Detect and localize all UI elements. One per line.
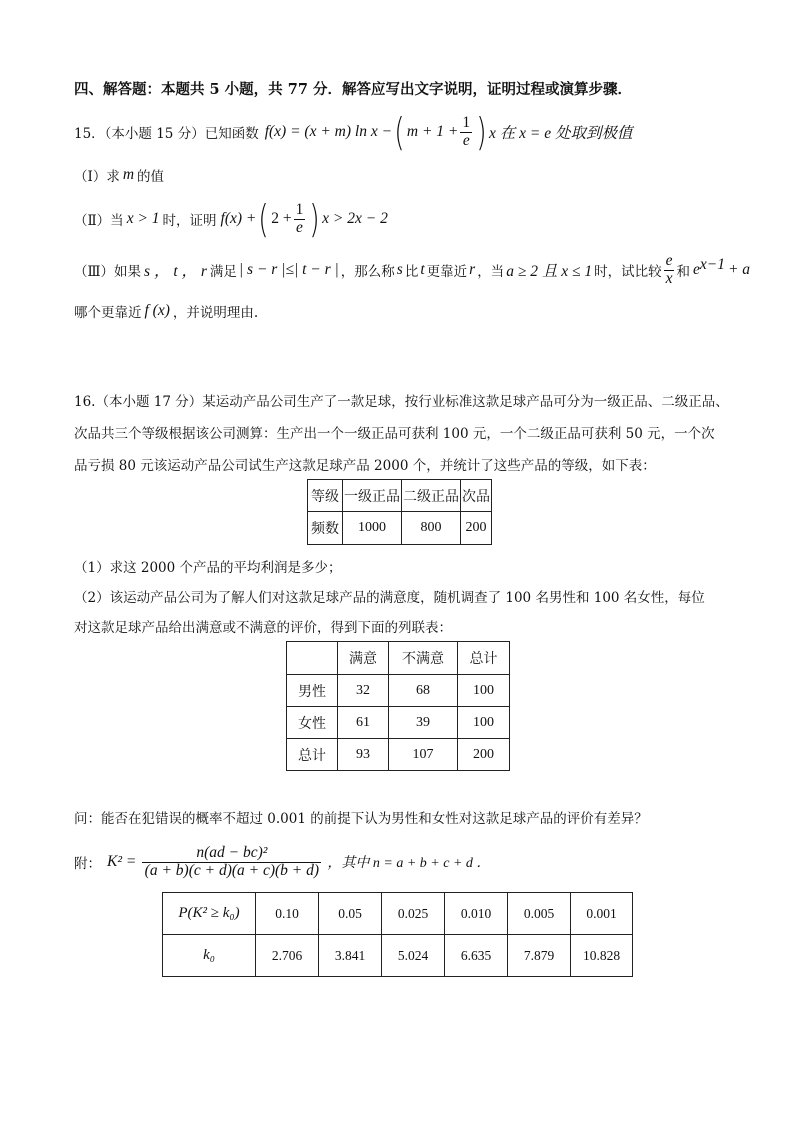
contingency-cell: 总计 [458,642,510,675]
q15-p1-var: m [122,166,135,183]
crit-cell: 2.706 [256,935,319,977]
crit-row-p [163,893,633,935]
q15-p2-tail: x > 2x − 2 [322,210,388,227]
q15-p2-frac-num: 1 [295,201,304,219]
crit-row-label: k₀ [163,935,256,977]
grade-table-cell: 200 [461,512,492,545]
q15-p3-r: r [469,261,476,278]
contingency-table [286,641,510,771]
q15-p2-label: （Ⅱ）当 [74,213,124,229]
formula-tail: ，其中 n = a + b + c + d ． [327,856,491,871]
contingency-cell [287,642,338,675]
q15-p2-mid: 时，证明 [162,213,217,229]
q15-p3-frac-num: e [665,252,673,270]
q15-p2-right-paren: ) [309,197,320,241]
q15-intro: 15．（本小题 15 分）已知函数 [74,126,259,142]
q15-part1 [74,164,164,186]
q15-p2-paren: 2 + [271,210,292,227]
grade-table-header-row [308,480,492,512]
q15-frac-num: 1 [462,114,471,132]
grade-table-data-row [308,512,492,545]
q15-p3-label: （Ⅲ）如果 [74,264,142,280]
q15-p3-t: t [420,261,425,278]
contingency-cell: 100 [458,707,510,739]
q15-fraction [460,115,472,149]
appendix-label: 附： [74,856,101,872]
grade-table-cell: 等级 [308,480,343,512]
contingency-cell: 不满意 [389,642,458,675]
q15-p3-exp-tail: + a [727,261,751,278]
crit-cell: 0.010 [445,893,508,935]
q16-question: 问：能否在犯错误的概率不超过 0.001 的前提下认为男性和女性对这款足球产品的评价有差异？ [74,811,648,827]
contingency-cell: 女性 [287,707,338,739]
q15-p1-label: （Ⅰ）求 [74,169,120,185]
crit-row-label: P(K² ≥ k₀) [163,893,256,935]
contingency-cell: 32 [338,675,389,707]
formula-num: n(ad − bc)² [142,845,321,862]
crit-cell: 0.025 [382,893,445,935]
contingency-row [287,739,510,771]
q15-p3-line2-fx: f (x) [144,302,170,319]
q15-p3-s: s [396,261,403,278]
critical-value-table [162,892,633,977]
crit-cell: 0.10 [256,893,319,935]
contingency-cell: 满意 [338,642,389,675]
q15-p3-mid3: 比 [404,264,419,280]
grade-table-cell: 二级正品 [402,480,461,512]
contingency-cell: 总计 [287,739,338,771]
q15-p3-vars: s ， t ， r [144,263,207,280]
q15-p2-cond: x > 1 [126,210,160,227]
contingency-cell: 男性 [287,675,338,707]
formula-den: (a + b)(c + d)(a + c)(b + d) [144,861,320,879]
grade-table [307,479,492,545]
q15-frac-den: e [462,131,470,149]
q15-p3-mid4: 更靠近 [426,264,468,280]
crit-cell: 0.001 [571,893,633,935]
q15-p3-cond: a ≥ 2 且 x ≤ 1 [506,263,593,280]
contingency-cell: 39 [389,707,458,739]
q15-p3-fraction [664,253,675,287]
contingency-cell: 100 [458,675,510,707]
q15-p3-line2-pre: 哪个更靠近 [74,305,142,321]
crit-cell: 10.828 [571,935,633,977]
q15-part2 [74,197,388,241]
q15-p2-fraction [294,202,306,236]
q15-right-paren: ) [476,110,487,154]
q15-function: f(x) = (x + m) ln x − [264,123,393,140]
q15-p3-exp-sup: x−1 [699,256,725,273]
grade-table-cell: 一级正品 [343,480,402,512]
q15-p3-mid2: ，那么称 [340,264,395,280]
q15-after: x 在 x = e 处取到极值 [488,125,633,142]
q15-p3-and: 和 [676,264,690,280]
q16-line2: 次品共三个等级根据该公司测算：生产出一个一级正品可获利 100 元，一个二级正品可获利 50 元，一个次 [74,426,715,442]
grade-table-cell: 800 [402,512,461,545]
crit-cell: 3.841 [319,935,382,977]
crit-cell: 0.05 [319,893,382,935]
q15-paren-inner: m + 1 + [406,123,459,140]
q15-p3-exp-base: e [692,261,700,278]
q15-p3-frac-den: x [665,269,673,287]
q15-part3-line2 [74,300,258,322]
section-heading: 四、解答题：本题共 5 小题，共 77 分．解答应写出文字说明，证明过程或演算步骤． [74,81,632,98]
crit-cell: 7.879 [508,935,571,977]
crit-cell: 0.005 [508,893,571,935]
q15-p2-left-paren: ( [258,197,269,241]
contingency-cell: 68 [389,675,458,707]
q15-p3-mid6: 时，试比较 [594,264,662,280]
q15-p3-ineq: | s − r |≤| t − r | [238,261,339,278]
contingency-cell: 107 [389,739,458,771]
formula-fraction [142,845,321,879]
q16-appendix [74,838,490,886]
q15-p3-mid5: ，当 [477,264,505,280]
contingency-cell: 61 [338,707,389,739]
q16-part2-line2: 对这款足球产品给出满意或不满意的评价，得到下面的列联表： [74,620,452,636]
contingency-row [287,707,510,739]
crit-row-k [163,935,633,977]
formula-lhs: K² = [107,853,137,870]
q16-line1: 16.（本小题 17 分）某运动产品公司生产了一款足球，按行业标准这款足球产品可分为一级正品、二级正品、 [74,394,729,410]
q15-p2-frac-den: e [296,218,303,236]
q16-line3: 品亏损 80 元该运动产品公司试生产这款足球产品 2000 个，并统计了这些产品的等级，如下表： [74,458,656,474]
q15-p1-rest: 的值 [137,169,165,185]
grade-table-cell: 1000 [343,512,402,545]
q16-part1: （1）求这 2000 个产品的平均利润是多少； [74,560,342,576]
q15-part3 [74,250,750,290]
grade-table-cell: 次品 [461,480,492,512]
q15-p3-line2-post: ，并说明理由. [172,305,259,321]
q15-p2-fx: f(x) + [220,210,257,227]
q15-left-paren: ( [394,110,405,154]
q15-p3-mid1: 满足 [209,264,237,280]
contingency-row [287,675,510,707]
contingency-cell: 93 [338,739,389,771]
crit-cell: 5.024 [382,935,445,977]
contingency-header-row [287,642,510,675]
contingency-cell: 200 [458,739,510,771]
q16-part2-line1: （2）该运动产品公司为了解人们对这款足球产品的满意度，随机调查了 100 名男性和 100 名女性，每位 [74,590,705,606]
q15-stem [74,110,632,154]
crit-cell: 6.635 [445,935,508,977]
grade-table-cell: 频数 [308,512,343,545]
